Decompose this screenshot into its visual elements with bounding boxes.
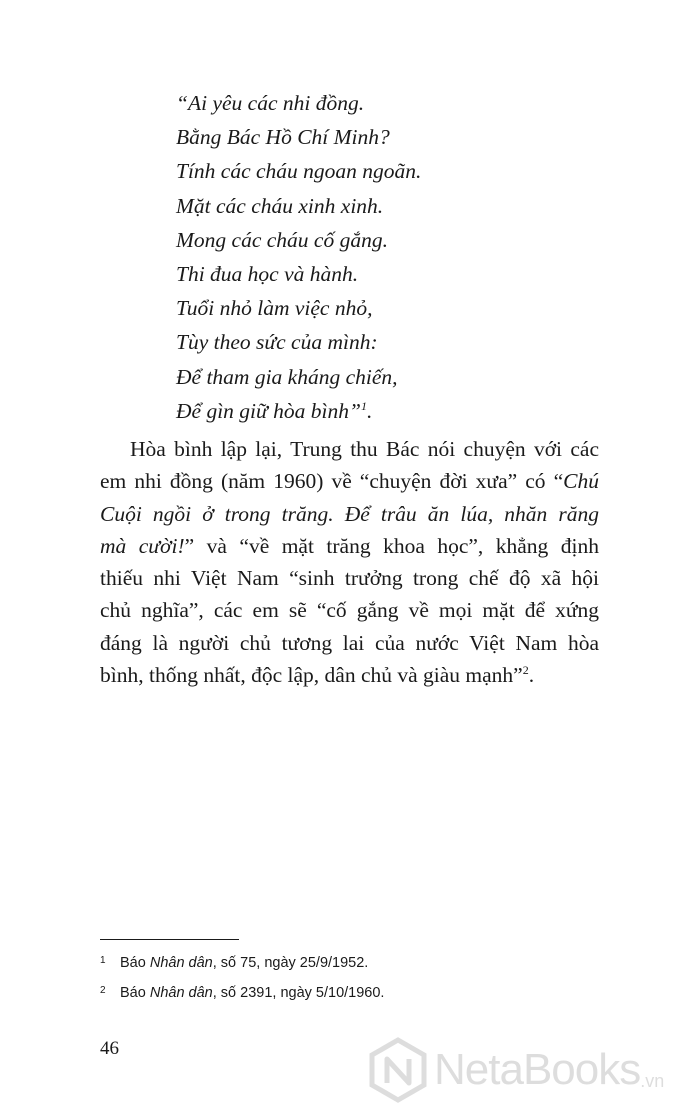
poem-line: Tùy theo sức của mình: — [176, 330, 378, 355]
footnote-item — [100, 947, 384, 977]
paragraph-line-last — [100, 659, 599, 691]
body-paragraph — [100, 433, 599, 691]
watermark-brand: NetaBooks — [434, 1045, 641, 1094]
paragraph-line: thiếu nhi Việt Nam “sinh trưởng trong chế độ xã hội — [100, 566, 599, 591]
paragraph-quote-italic: Cuội ngồi ở trong trăng. Để trâu ăn lúa, nhăn răng — [100, 501, 599, 526]
footnote-text: Báo — [120, 955, 150, 971]
footnote-text: , số 2391, ngày 5/10/1960. — [212, 985, 385, 1001]
paragraph-line — [100, 530, 599, 562]
footnote-source: Nhân dân — [149, 985, 213, 1001]
footnote-number: 2 — [100, 985, 106, 996]
paragraph-line: chủ nghĩa”, các em sẽ “cố gắng về mọi mặt để xứng — [100, 598, 599, 623]
paragraph-line — [100, 498, 599, 530]
footnote-number: 1 — [100, 955, 106, 966]
poem-end-punct: . — [366, 398, 373, 423]
paragraph-text: bình, thống nhất, độc lập, dân chủ và giàu mạnh” — [100, 663, 523, 688]
poem-block — [176, 86, 421, 428]
footnote-ref-2: 2 — [522, 662, 529, 677]
paragraph-quote-italic: Chú — [563, 469, 599, 494]
poem-line: Bằng Bác Hồ Chí Minh? — [176, 125, 390, 150]
paragraph-end-punct: . — [528, 663, 535, 688]
poem-line-last — [176, 394, 421, 428]
poem-line: “Ai yêu các nhi đồng. — [176, 91, 365, 115]
watermark — [368, 1030, 664, 1110]
poem-line: Tuổi nhỏ làm việc nhỏ, — [176, 296, 373, 321]
paragraph-text: ” và “về mặt trăng khoa học”, khẳng định — [184, 533, 599, 558]
footnote-ref-1: 1 — [360, 398, 367, 413]
footnotes — [100, 947, 384, 1007]
paragraph-line: Hòa bình lập lại, Trung thu Bác nói chuyện với các — [130, 437, 599, 461]
watermark-suffix: .vn — [640, 1071, 665, 1091]
paragraph-quote-italic: mà cười! — [100, 533, 185, 558]
page-number: 46 — [100, 1038, 119, 1059]
poem-line: Mặt các cháu xinh xinh. — [176, 193, 384, 218]
paragraph-line: đáng là người chủ tương lai của nước Việt Nam hòa — [100, 630, 599, 655]
footnote-separator — [100, 939, 239, 940]
netabooks-n-logo-icon — [368, 1037, 428, 1103]
paragraph-line — [100, 465, 599, 497]
poem-line: Thi đua học và hành. — [176, 262, 359, 287]
poem-line: Tính các cháu ngoan ngoãn. — [176, 159, 422, 184]
poem-line: Mong các cháu cố gắng. — [176, 227, 388, 252]
poem-line: Để tham gia kháng chiến, — [176, 364, 398, 389]
footnote-item — [100, 977, 384, 1007]
footnote-source: Nhân dân — [149, 955, 213, 971]
paragraph-text: em nhi đồng (năm 1960) về “chuyện đời xưa” có “ — [100, 469, 564, 494]
footnote-text: , số 75, ngày 25/9/1952. — [212, 955, 369, 971]
poem-line-text: Để gìn giữ hòa bình” — [176, 398, 361, 423]
footnote-text: Báo — [120, 985, 150, 1001]
